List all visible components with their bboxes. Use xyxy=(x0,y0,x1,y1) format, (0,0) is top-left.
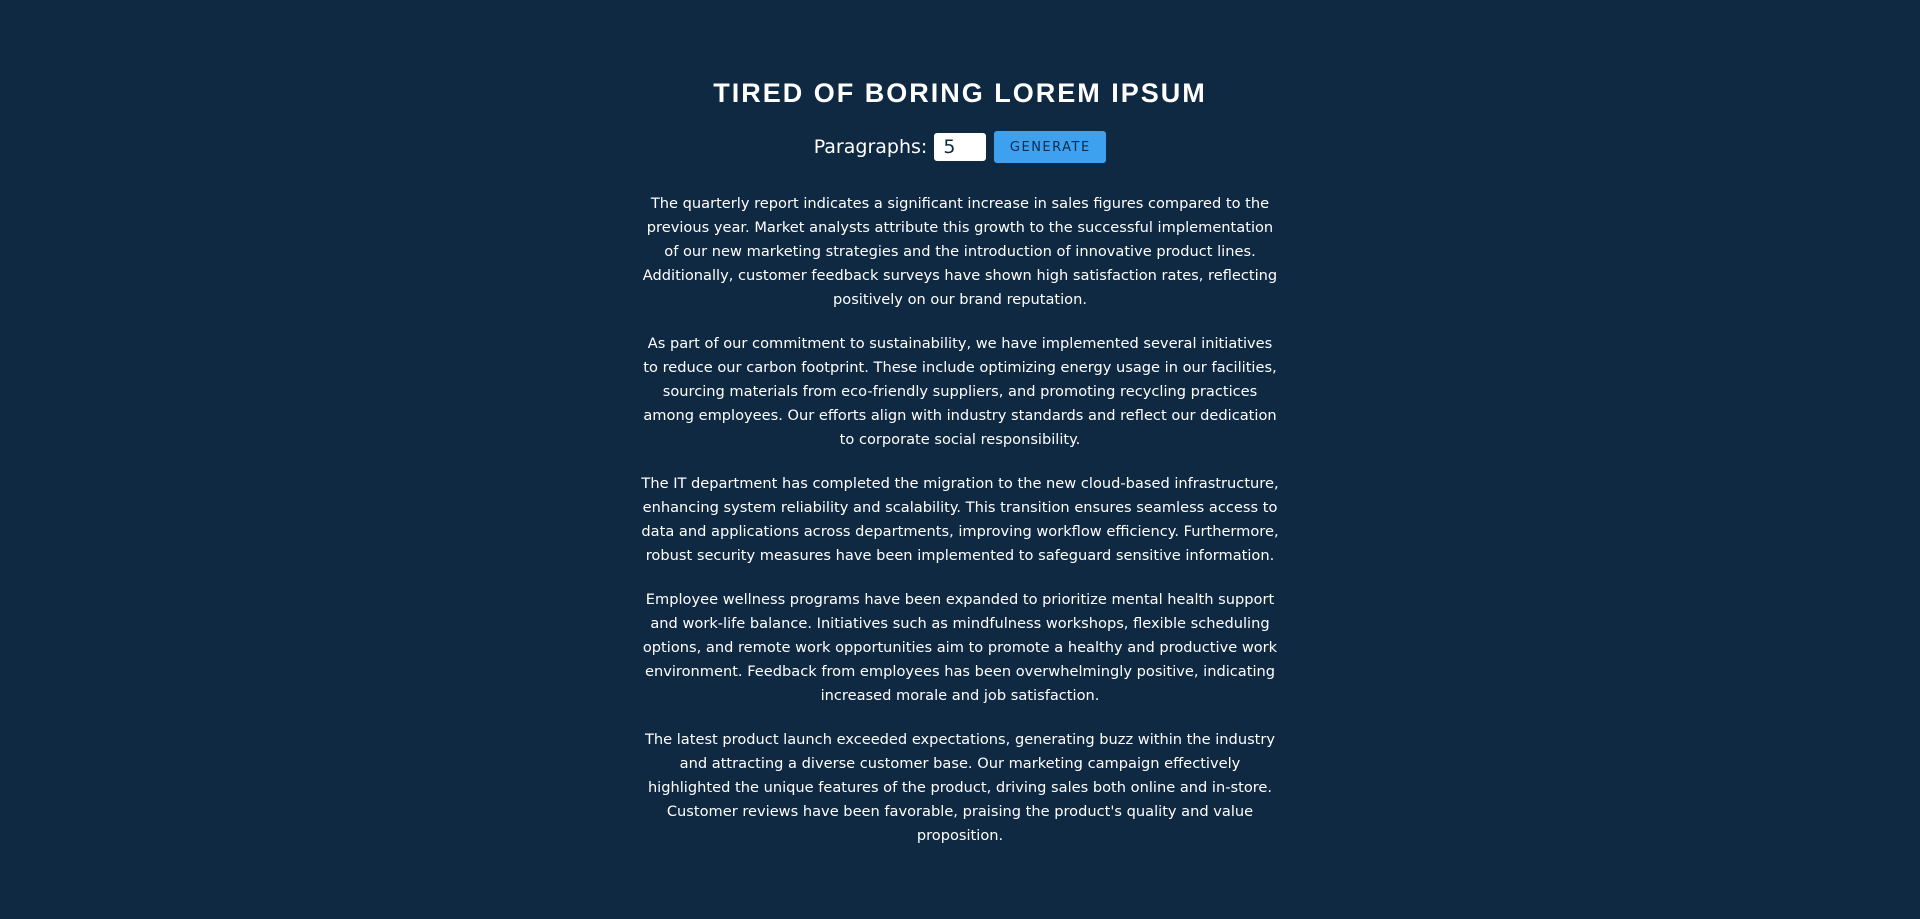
generated-paragraph: The IT department has completed the migration to the new cloud-based infrastructure, enhancing system reliability and scalability. This transition ensures seamless access to data and applications across departments, improving workflow efficiency. Furthermore, robust security measures have been implemented to safeguard sensitive information. xyxy=(641,475,1279,564)
lorem-generator-section xyxy=(640,0,1280,848)
generated-paragraph: As part of our commitment to sustainability, we have implemented several initiatives to reduce our carbon footprint. These include optimizing energy usage in our facilities, sourcing materials from eco-friendly suppliers, and promoting recycling practices among employees. Our efforts align with industry standards and reflect our dedication to corporate social responsibility. xyxy=(643,335,1277,448)
paragraphs-amount-input[interactable] xyxy=(934,133,986,161)
lorem-form xyxy=(640,130,1280,164)
generated-text xyxy=(640,192,1280,848)
page-title: TIRED OF BORING LOREM IPSUM xyxy=(713,78,1207,108)
generated-paragraph: The quarterly report indicates a significant increase in sales figures compared to the previous year. Market analysts attribute this growth to the successful implementation of our new marketing strategies and the introduction of innovative product lines. Additionally, customer feedback surveys have shown high satisfaction rates, reflecting positively on our brand reputation. xyxy=(642,195,1278,308)
generate-button[interactable]: GENERATE xyxy=(994,131,1106,163)
generated-paragraph: The latest product launch exceeded expectations, generating buzz within the industry and attracting a diverse customer base. Our marketing campaign effectively highlighted the unique features of the product, driving sales both online and in-store. Customer reviews have been favorable, praising the product's quality and value proposition. xyxy=(644,731,1276,844)
generated-paragraph: Employee wellness programs have been expanded to prioritize mental health support and work-life balance. Initiatives such as mindfulness workshops, flexible scheduling options, and remote work opportunities aim to promote a healthy and productive work environment. Feedback from employees has been overwhelmingly positive, indicating increased morale and job satisfaction. xyxy=(642,591,1278,704)
paragraphs-label: Paragraphs: xyxy=(813,136,928,158)
